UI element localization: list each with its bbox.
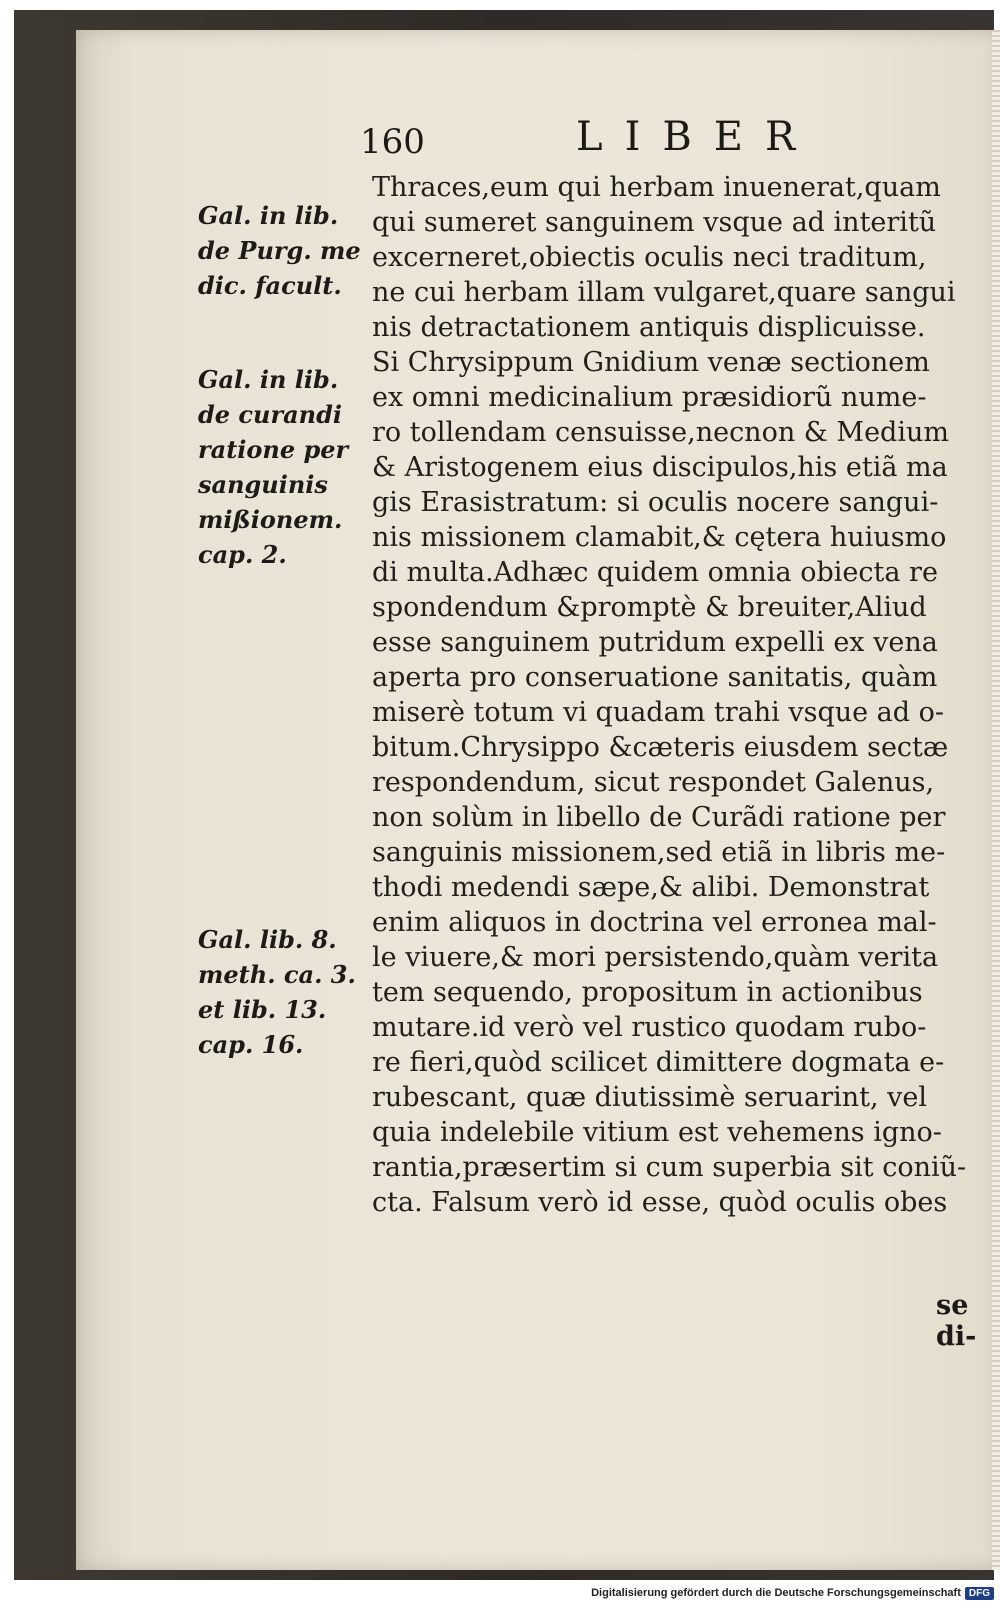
text-line: respondendum, sicut respondet Galenus, bbox=[372, 767, 935, 798]
text-line: mutare.id verò vel rustico quodam rubo- bbox=[372, 1012, 927, 1043]
text-line: qui sumeret sanguinem vsque ad interitũ bbox=[372, 207, 937, 238]
text-line: ex omni medicinalium præsidiorũ nume- bbox=[372, 382, 927, 413]
text-line: cta. Falsum verò id esse, quòd oculis obes bbox=[372, 1187, 948, 1218]
text-line: aperta pro conseruatione sanitatis, quàm bbox=[372, 662, 938, 693]
page-header bbox=[76, 110, 1000, 170]
body-text bbox=[372, 170, 982, 1220]
page-number: 160 bbox=[360, 122, 425, 162]
text-line: ro tollendam censuisse,necnon & Medium bbox=[372, 417, 949, 448]
text-line: enim aliquos in doctrina vel erronea mal- bbox=[372, 907, 937, 938]
side-note-line: Gal. in lib. bbox=[198, 201, 339, 230]
side-note-line: mißionem. bbox=[198, 505, 343, 534]
text-line: Si Chrysippum Gnidium venæ sectionem bbox=[372, 347, 930, 378]
text-line: di multa.Adhæc quidem omnia obiecta re bbox=[372, 557, 938, 588]
text-line: esse sanguinem putridum expelli ex vena bbox=[372, 627, 938, 658]
side-note-line: de Purg. me bbox=[198, 236, 361, 265]
running-head: LIBER bbox=[576, 114, 818, 160]
text-line: nis detractationem antiquis displicuisse. bbox=[372, 312, 926, 343]
side-note-line: Gal. in lib. bbox=[198, 365, 339, 394]
text-line: non solùm in libello de Curãdi ratione per bbox=[372, 802, 946, 833]
text-line: re fieri,quòd scilicet dimittere dogmata e- bbox=[372, 1047, 945, 1078]
side-note-line: sanguinis bbox=[198, 470, 328, 499]
text-line: sanguinis missionem,sed etiã in libris me- bbox=[372, 837, 946, 868]
text-line: rubescant, quæ diutissimè seruarint, vel bbox=[372, 1082, 928, 1113]
side-note-line: cap. 16. bbox=[198, 1030, 304, 1059]
catchword: se di- bbox=[936, 1290, 977, 1352]
text-line: rantia,præsertim si cum superbia sit coniũ- bbox=[372, 1152, 967, 1183]
side-note-line: Gal. lib. 8. bbox=[198, 925, 337, 954]
text-line: quia indelebile vitium est vehemens igno- bbox=[372, 1117, 942, 1148]
side-note-3 bbox=[198, 922, 370, 1062]
side-note-line: cap. 2. bbox=[198, 540, 287, 569]
book-page bbox=[76, 30, 1000, 1570]
text-line: gis Erasistratum: si oculis nocere sangui- bbox=[372, 487, 939, 518]
book-board bbox=[14, 10, 994, 1580]
side-note-2 bbox=[198, 362, 370, 572]
text-line: excerneret,obiectis oculis neci traditum, bbox=[372, 242, 927, 273]
side-note-line: et lib. 13. bbox=[198, 995, 327, 1024]
side-note-line: de curandi bbox=[198, 400, 343, 429]
side-note-line: ratione per bbox=[198, 435, 349, 464]
text-line: bitum.Chrysippo &cæteris eiusdem sectæ bbox=[372, 732, 949, 763]
text-line: & Aristogenem eius discipulos,his etiã ma bbox=[372, 452, 948, 483]
text-line: nis missionem clamabit,& cętera huiusmo bbox=[372, 522, 947, 553]
text-line: Thraces,eum qui herbam inuenerat,quam bbox=[372, 172, 941, 203]
text-line: le viuere,& mori persistendo,quàm verita bbox=[372, 942, 939, 973]
text-line: miserè totum vi quadam trahi vsque ad o- bbox=[372, 697, 945, 728]
side-note-line: meth. ca. 3. bbox=[198, 960, 356, 989]
text-line: ne cui herbam illam vulgaret,quare sangui bbox=[372, 277, 956, 308]
text-line: spondendum &promptè & breuiter,Aliud bbox=[372, 592, 927, 623]
footer-credit-text: Digitalisierung gefördert durch die Deutsche Forschungsgemeinschaft bbox=[591, 1587, 961, 1599]
text-line: tem sequendo, propositum in actionibus bbox=[372, 977, 923, 1008]
side-note-1 bbox=[198, 198, 370, 303]
side-note-line: dic. facult. bbox=[198, 271, 342, 300]
text-line: thodi medendi sæpe,& alibi. Demonstrat bbox=[372, 872, 930, 903]
dfg-logo: DFG bbox=[965, 1587, 994, 1600]
footer-credit bbox=[591, 1582, 994, 1604]
